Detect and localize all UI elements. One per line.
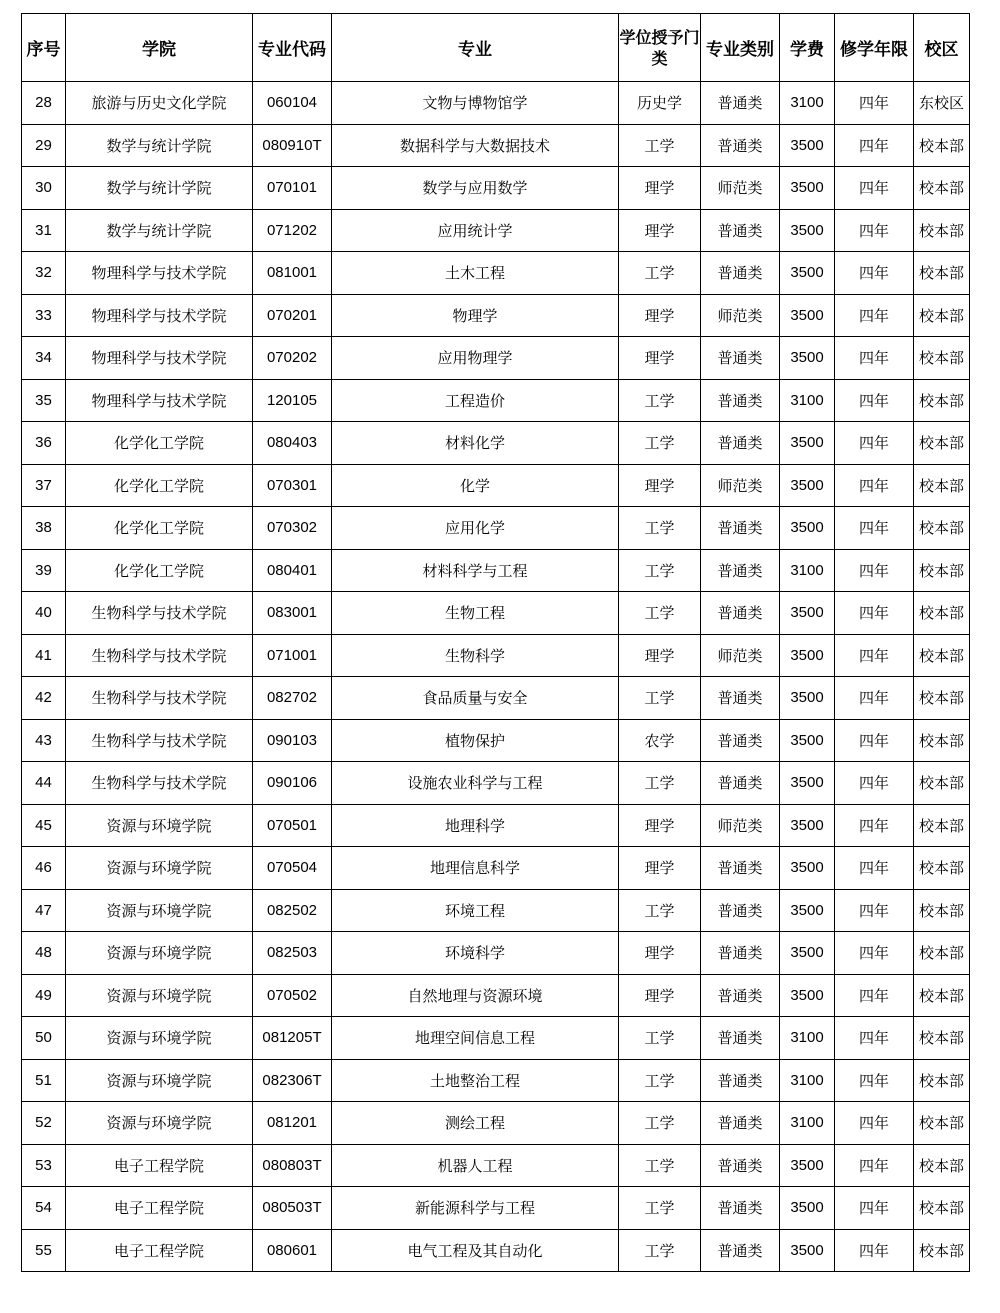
cell-degree: 理学: [619, 209, 701, 252]
cell-major: 数学与应用数学: [332, 167, 619, 210]
cell-category: 普通类: [701, 124, 780, 167]
cell-index: 45: [22, 804, 66, 847]
cell-code: 083001: [253, 592, 332, 635]
cell-degree: 理学: [619, 932, 701, 975]
header-college: 学院: [66, 14, 253, 82]
table-row: [22, 167, 970, 210]
cell-major: 设施农业科学与工程: [332, 762, 619, 805]
cell-degree: 工学: [619, 762, 701, 805]
cell-degree: 工学: [619, 422, 701, 465]
cell-index: 36: [22, 422, 66, 465]
cell-category: 普通类: [701, 422, 780, 465]
cell-major: 应用化学: [332, 507, 619, 550]
table-row: [22, 379, 970, 422]
cell-tuition: 3500: [780, 294, 835, 337]
cell-degree: 工学: [619, 124, 701, 167]
cell-college: 物理科学与技术学院: [66, 379, 253, 422]
cell-code: 070202: [253, 337, 332, 380]
cell-category: 师范类: [701, 804, 780, 847]
cell-degree: 工学: [619, 252, 701, 295]
cell-index: 49: [22, 974, 66, 1017]
table-row: [22, 1229, 970, 1272]
cell-tuition: 3100: [780, 379, 835, 422]
cell-duration: 四年: [835, 379, 914, 422]
cell-code: 071001: [253, 634, 332, 677]
cell-tuition: 3500: [780, 634, 835, 677]
cell-duration: 四年: [835, 974, 914, 1017]
header-index: 序号: [22, 14, 66, 82]
header-degree: 学位授予门类: [619, 14, 701, 82]
cell-duration: 四年: [835, 1144, 914, 1187]
cell-category: 师范类: [701, 464, 780, 507]
cell-index: 42: [22, 677, 66, 720]
cell-major: 工程造价: [332, 379, 619, 422]
cell-campus: 校本部: [914, 294, 970, 337]
cell-college: 资源与环境学院: [66, 804, 253, 847]
cell-college: 电子工程学院: [66, 1229, 253, 1272]
cell-index: 48: [22, 932, 66, 975]
cell-college: 资源与环境学院: [66, 1059, 253, 1102]
cell-major: 地理信息科学: [332, 847, 619, 890]
cell-degree: 理学: [619, 464, 701, 507]
cell-campus: 校本部: [914, 1017, 970, 1060]
cell-category: 师范类: [701, 294, 780, 337]
cell-index: 50: [22, 1017, 66, 1060]
cell-college: 数学与统计学院: [66, 167, 253, 210]
cell-campus: 校本部: [914, 932, 970, 975]
cell-major: 材料化学: [332, 422, 619, 465]
table-row: [22, 252, 970, 295]
cell-category: 普通类: [701, 974, 780, 1017]
cell-tuition: 3500: [780, 719, 835, 762]
table-body: [22, 82, 970, 1272]
cell-index: 39: [22, 549, 66, 592]
cell-campus: 校本部: [914, 252, 970, 295]
cell-index: 44: [22, 762, 66, 805]
cell-college: 资源与环境学院: [66, 889, 253, 932]
cell-duration: 四年: [835, 464, 914, 507]
cell-category: 师范类: [701, 634, 780, 677]
cell-major: 生物工程: [332, 592, 619, 635]
cell-degree: 农学: [619, 719, 701, 762]
cell-category: 普通类: [701, 507, 780, 550]
cell-tuition: 3500: [780, 847, 835, 890]
cell-degree: 工学: [619, 1059, 701, 1102]
cell-major: 地理科学: [332, 804, 619, 847]
cell-category: 普通类: [701, 889, 780, 932]
cell-duration: 四年: [835, 507, 914, 550]
cell-duration: 四年: [835, 294, 914, 337]
cell-degree: 理学: [619, 847, 701, 890]
table-row: [22, 719, 970, 762]
table-row: [22, 677, 970, 720]
table-row: [22, 847, 970, 890]
cell-index: 29: [22, 124, 66, 167]
cell-duration: 四年: [835, 932, 914, 975]
cell-code: 090106: [253, 762, 332, 805]
cell-tuition: 3500: [780, 804, 835, 847]
cell-category: 普通类: [701, 1017, 780, 1060]
cell-index: 55: [22, 1229, 66, 1272]
cell-major: 数据科学与大数据技术: [332, 124, 619, 167]
header-tuition: 学费: [780, 14, 835, 82]
cell-degree: 工学: [619, 379, 701, 422]
cell-degree: 历史学: [619, 82, 701, 125]
cell-tuition: 3500: [780, 1187, 835, 1230]
cell-college: 生物科学与技术学院: [66, 762, 253, 805]
cell-college: 生物科学与技术学院: [66, 592, 253, 635]
cell-major: 机器人工程: [332, 1144, 619, 1187]
cell-degree: 理学: [619, 974, 701, 1017]
majors-table: [21, 13, 970, 1272]
cell-major: 生物科学: [332, 634, 619, 677]
cell-code: 060104: [253, 82, 332, 125]
table-row: [22, 1017, 970, 1060]
cell-college: 化学化工学院: [66, 464, 253, 507]
cell-code: 070302: [253, 507, 332, 550]
table-row: [22, 464, 970, 507]
cell-index: 41: [22, 634, 66, 677]
cell-major: 食品质量与安全: [332, 677, 619, 720]
cell-college: 物理科学与技术学院: [66, 252, 253, 295]
cell-campus: 校本部: [914, 379, 970, 422]
cell-major: 电气工程及其自动化: [332, 1229, 619, 1272]
cell-index: 51: [22, 1059, 66, 1102]
cell-degree: 工学: [619, 549, 701, 592]
cell-duration: 四年: [835, 847, 914, 890]
cell-tuition: 3100: [780, 1017, 835, 1060]
cell-duration: 四年: [835, 1229, 914, 1272]
cell-campus: 校本部: [914, 634, 970, 677]
cell-code: 090103: [253, 719, 332, 762]
cell-index: 28: [22, 82, 66, 125]
header-code: 专业代码: [253, 14, 332, 82]
cell-duration: 四年: [835, 549, 914, 592]
table-row: [22, 762, 970, 805]
cell-code: 071202: [253, 209, 332, 252]
cell-degree: 工学: [619, 1102, 701, 1145]
cell-campus: 校本部: [914, 167, 970, 210]
cell-major: 植物保护: [332, 719, 619, 762]
cell-campus: 校本部: [914, 1229, 970, 1272]
cell-college: 资源与环境学院: [66, 847, 253, 890]
table-row: [22, 294, 970, 337]
cell-index: 47: [22, 889, 66, 932]
cell-degree: 理学: [619, 634, 701, 677]
cell-major: 文物与博物馆学: [332, 82, 619, 125]
cell-category: 普通类: [701, 82, 780, 125]
cell-index: 32: [22, 252, 66, 295]
cell-college: 物理科学与技术学院: [66, 337, 253, 380]
table-row: [22, 804, 970, 847]
cell-category: 普通类: [701, 1144, 780, 1187]
cell-major: 应用物理学: [332, 337, 619, 380]
cell-college: 化学化工学院: [66, 507, 253, 550]
cell-duration: 四年: [835, 804, 914, 847]
cell-category: 普通类: [701, 252, 780, 295]
cell-major: 材料科学与工程: [332, 549, 619, 592]
cell-tuition: 3500: [780, 1229, 835, 1272]
cell-index: 35: [22, 379, 66, 422]
table-row: [22, 337, 970, 380]
cell-college: 生物科学与技术学院: [66, 677, 253, 720]
cell-duration: 四年: [835, 1187, 914, 1230]
cell-duration: 四年: [835, 1059, 914, 1102]
cell-index: 37: [22, 464, 66, 507]
cell-duration: 四年: [835, 719, 914, 762]
cell-category: 普通类: [701, 337, 780, 380]
cell-index: 30: [22, 167, 66, 210]
cell-tuition: 3500: [780, 252, 835, 295]
cell-major: 测绘工程: [332, 1102, 619, 1145]
cell-tuition: 3500: [780, 124, 835, 167]
cell-campus: 校本部: [914, 422, 970, 465]
table-row: [22, 1187, 970, 1230]
cell-code: 070502: [253, 974, 332, 1017]
cell-category: 普通类: [701, 592, 780, 635]
table-row: [22, 209, 970, 252]
cell-code: 070101: [253, 167, 332, 210]
cell-campus: 校本部: [914, 762, 970, 805]
cell-category: 师范类: [701, 167, 780, 210]
table-row: [22, 592, 970, 635]
cell-duration: 四年: [835, 252, 914, 295]
cell-tuition: 3500: [780, 974, 835, 1017]
cell-code: 070504: [253, 847, 332, 890]
cell-tuition: 3500: [780, 167, 835, 210]
cell-degree: 工学: [619, 1144, 701, 1187]
cell-college: 资源与环境学院: [66, 974, 253, 1017]
cell-duration: 四年: [835, 124, 914, 167]
table-row: [22, 974, 970, 1017]
cell-code: 080503T: [253, 1187, 332, 1230]
cell-index: 46: [22, 847, 66, 890]
cell-category: 普通类: [701, 1059, 780, 1102]
cell-degree: 工学: [619, 1187, 701, 1230]
cell-tuition: 3500: [780, 464, 835, 507]
cell-index: 34: [22, 337, 66, 380]
cell-campus: 校本部: [914, 592, 970, 635]
cell-major: 自然地理与资源环境: [332, 974, 619, 1017]
cell-campus: 校本部: [914, 464, 970, 507]
cell-code: 082702: [253, 677, 332, 720]
cell-college: 数学与统计学院: [66, 124, 253, 167]
header-major: 专业: [332, 14, 619, 82]
cell-index: 53: [22, 1144, 66, 1187]
cell-degree: 理学: [619, 804, 701, 847]
cell-college: 化学化工学院: [66, 422, 253, 465]
cell-code: 082502: [253, 889, 332, 932]
cell-degree: 工学: [619, 1229, 701, 1272]
cell-tuition: 3500: [780, 1144, 835, 1187]
cell-index: 40: [22, 592, 66, 635]
table-row: [22, 422, 970, 465]
cell-code: 082503: [253, 932, 332, 975]
cell-code: 080601: [253, 1229, 332, 1272]
cell-major: 应用统计学: [332, 209, 619, 252]
cell-index: 54: [22, 1187, 66, 1230]
cell-tuition: 3500: [780, 209, 835, 252]
cell-tuition: 3500: [780, 762, 835, 805]
cell-category: 普通类: [701, 1187, 780, 1230]
cell-duration: 四年: [835, 167, 914, 210]
cell-category: 普通类: [701, 847, 780, 890]
cell-code: 081201: [253, 1102, 332, 1145]
table-row: [22, 549, 970, 592]
cell-duration: 四年: [835, 1102, 914, 1145]
cell-campus: 校本部: [914, 804, 970, 847]
cell-tuition: 3500: [780, 422, 835, 465]
table-row: [22, 124, 970, 167]
cell-category: 普通类: [701, 379, 780, 422]
cell-code: 080403: [253, 422, 332, 465]
cell-tuition: 3500: [780, 932, 835, 975]
cell-index: 43: [22, 719, 66, 762]
cell-code: 082306T: [253, 1059, 332, 1102]
cell-duration: 四年: [835, 209, 914, 252]
cell-campus: 校本部: [914, 1059, 970, 1102]
table-row: [22, 932, 970, 975]
cell-code: 080401: [253, 549, 332, 592]
cell-code: 070301: [253, 464, 332, 507]
cell-category: 普通类: [701, 677, 780, 720]
cell-college: 化学化工学院: [66, 549, 253, 592]
cell-code: 081205T: [253, 1017, 332, 1060]
cell-college: 物理科学与技术学院: [66, 294, 253, 337]
cell-duration: 四年: [835, 422, 914, 465]
cell-tuition: 3500: [780, 592, 835, 635]
cell-campus: 东校区: [914, 82, 970, 125]
cell-major: 化学: [332, 464, 619, 507]
cell-college: 资源与环境学院: [66, 1017, 253, 1060]
cell-index: 31: [22, 209, 66, 252]
cell-major: 物理学: [332, 294, 619, 337]
cell-category: 普通类: [701, 209, 780, 252]
cell-degree: 工学: [619, 677, 701, 720]
cell-college: 资源与环境学院: [66, 932, 253, 975]
cell-major: 土木工程: [332, 252, 619, 295]
cell-category: 普通类: [701, 762, 780, 805]
cell-degree: 工学: [619, 592, 701, 635]
cell-major: 新能源科学与工程: [332, 1187, 619, 1230]
cell-campus: 校本部: [914, 1144, 970, 1187]
cell-campus: 校本部: [914, 974, 970, 1017]
cell-code: 080803T: [253, 1144, 332, 1187]
cell-duration: 四年: [835, 1017, 914, 1060]
cell-campus: 校本部: [914, 124, 970, 167]
cell-major: 环境工程: [332, 889, 619, 932]
cell-major: 环境科学: [332, 932, 619, 975]
cell-campus: 校本部: [914, 719, 970, 762]
cell-campus: 校本部: [914, 209, 970, 252]
cell-campus: 校本部: [914, 889, 970, 932]
cell-college: 电子工程学院: [66, 1187, 253, 1230]
cell-campus: 校本部: [914, 337, 970, 380]
cell-duration: 四年: [835, 82, 914, 125]
cell-college: 资源与环境学院: [66, 1102, 253, 1145]
cell-tuition: 3500: [780, 677, 835, 720]
cell-duration: 四年: [835, 337, 914, 380]
cell-category: 普通类: [701, 549, 780, 592]
table-row: [22, 1059, 970, 1102]
cell-duration: 四年: [835, 889, 914, 932]
header-row: [22, 14, 970, 82]
table-header: [22, 14, 970, 82]
cell-campus: 校本部: [914, 507, 970, 550]
cell-degree: 理学: [619, 337, 701, 380]
cell-category: 普通类: [701, 932, 780, 975]
cell-tuition: 3100: [780, 1102, 835, 1145]
cell-tuition: 3100: [780, 82, 835, 125]
cell-duration: 四年: [835, 677, 914, 720]
cell-campus: 校本部: [914, 847, 970, 890]
cell-college: 旅游与历史文化学院: [66, 82, 253, 125]
cell-tuition: 3100: [780, 1059, 835, 1102]
cell-code: 080910T: [253, 124, 332, 167]
header-campus: 校区: [914, 14, 970, 82]
cell-category: 普通类: [701, 719, 780, 762]
table-row: [22, 634, 970, 677]
cell-campus: 校本部: [914, 1102, 970, 1145]
cell-college: 生物科学与技术学院: [66, 719, 253, 762]
cell-degree: 理学: [619, 294, 701, 337]
cell-college: 电子工程学院: [66, 1144, 253, 1187]
cell-degree: 理学: [619, 167, 701, 210]
cell-degree: 工学: [619, 507, 701, 550]
table-row: [22, 82, 970, 125]
cell-college: 数学与统计学院: [66, 209, 253, 252]
cell-tuition: 3100: [780, 549, 835, 592]
cell-tuition: 3500: [780, 507, 835, 550]
table-row: [22, 1144, 970, 1187]
cell-category: 普通类: [701, 1102, 780, 1145]
cell-category: 普通类: [701, 1229, 780, 1272]
cell-degree: 工学: [619, 1017, 701, 1060]
cell-tuition: 3500: [780, 337, 835, 380]
cell-code: 081001: [253, 252, 332, 295]
cell-code: 120105: [253, 379, 332, 422]
cell-code: 070501: [253, 804, 332, 847]
cell-tuition: 3500: [780, 889, 835, 932]
cell-major: 地理空间信息工程: [332, 1017, 619, 1060]
header-category: 专业类别: [701, 14, 780, 82]
cell-degree: 工学: [619, 889, 701, 932]
header-duration: 修学年限: [835, 14, 914, 82]
cell-duration: 四年: [835, 634, 914, 677]
table-row: [22, 889, 970, 932]
cell-campus: 校本部: [914, 549, 970, 592]
cell-college: 生物科学与技术学院: [66, 634, 253, 677]
cell-index: 38: [22, 507, 66, 550]
cell-index: 33: [22, 294, 66, 337]
cell-index: 52: [22, 1102, 66, 1145]
table-row: [22, 1102, 970, 1145]
cell-code: 070201: [253, 294, 332, 337]
cell-duration: 四年: [835, 762, 914, 805]
cell-major: 土地整治工程: [332, 1059, 619, 1102]
table-row: [22, 507, 970, 550]
cell-duration: 四年: [835, 592, 914, 635]
cell-campus: 校本部: [914, 677, 970, 720]
cell-campus: 校本部: [914, 1187, 970, 1230]
